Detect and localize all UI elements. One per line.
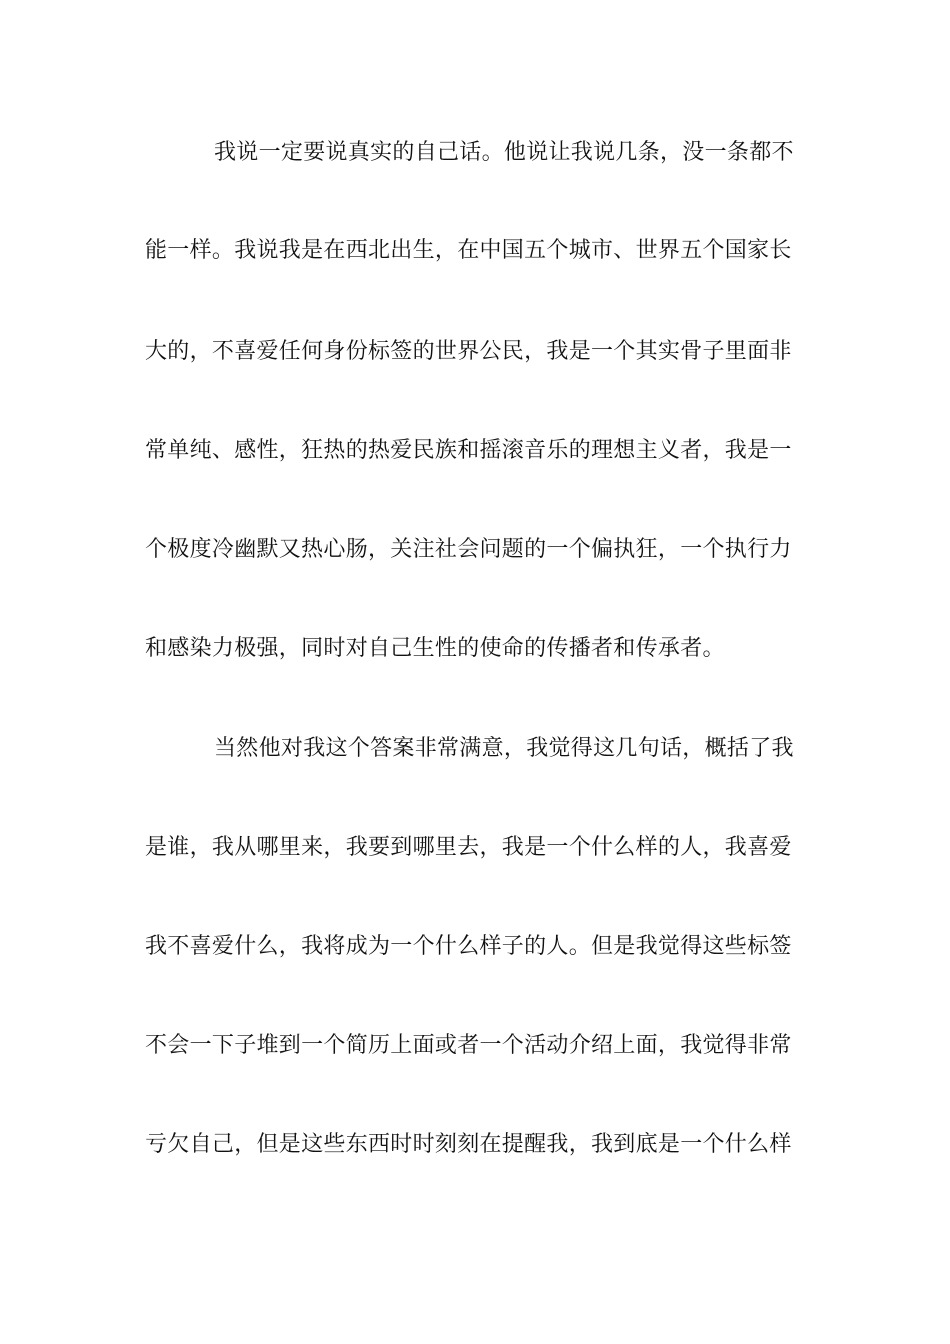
paragraph-1-line-3: 大的，不喜爱任何身份标签的世界公民，我是一个其实骨子里面非	[145, 339, 792, 364]
paragraph-1-line-2: 能一样。我说我是在西北出生，在中国五个城市、世界五个国家长	[145, 238, 792, 263]
paragraph-1-line-6: 和感染力极强，同时对自己生性的使命的传播者和传承者。	[145, 636, 725, 661]
paragraph-2-line-2: 是谁，我从哪里来，我要到哪里去，我是一个什么样的人，我喜爱	[145, 835, 792, 860]
paragraph-1-line-1: 我说一定要说真实的自己话。他说让我说几条，没一条都不	[214, 140, 794, 165]
paragraph-2-line-3: 我不喜爱什么，我将成为一个什么样子的人。但是我觉得这些标签	[145, 934, 792, 959]
paragraph-1-line-4: 常单纯、感性，狂热的热爱民族和摇滚音乐的理想主义者，我是一	[145, 438, 792, 463]
paragraph-1-line-5: 个极度冷幽默又热心肠，关注社会问题的一个偏执狂，一个执行力	[145, 537, 792, 562]
paragraph-2-line-5: 亏欠自己，但是这些东西时时刻刻在提醒我，我到底是一个什么样	[145, 1132, 792, 1157]
paragraph-2-line-1: 当然他对我这个答案非常满意，我觉得这几句话，概括了我	[214, 736, 794, 761]
paragraph-2-line-4: 不会一下子堆到一个简历上面或者一个活动介绍上面，我觉得非常	[145, 1033, 792, 1058]
